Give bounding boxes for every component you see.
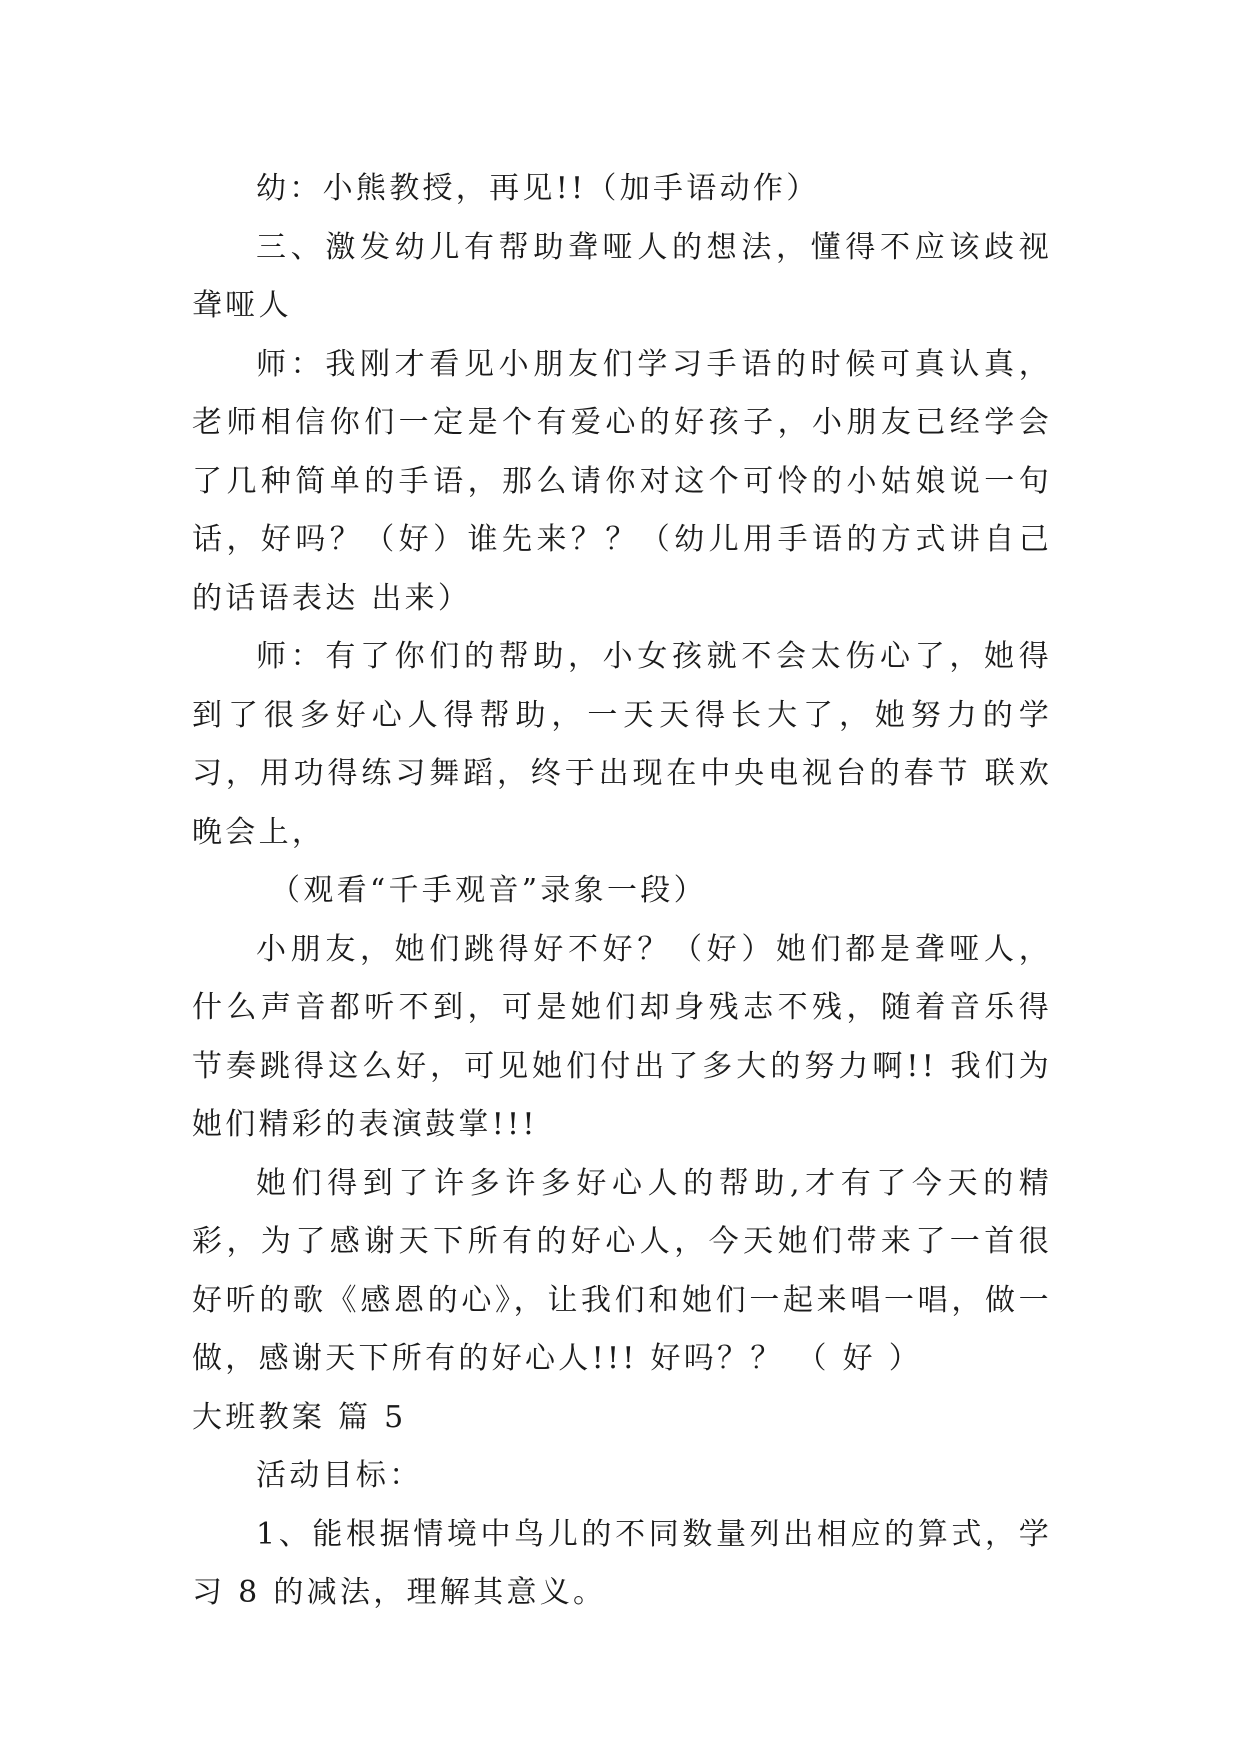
document-body [192, 160, 1052, 1623]
paragraph-grateful-heart: 她们得到了许多许多好心人的帮助,才有了今天的精彩，为了感谢天下所有的好心人，今天她们带来了一首很好听的歌《感恩的心》，让我们和她们一起来唱一唱，做一做，感谢天下所有的好心人!!! 好吗？？ （ 好 ） [192, 1165, 1052, 1376]
paragraph-goal-one: 1、能根据情境中鸟儿的不同数量列出相应的算式，学习 8 的减法，理解其意义。 [192, 1516, 1052, 1610]
paragraph-section-three: 三、激发幼儿有帮助聋哑人的想法，懂得不应该歧视聋哑人 [192, 229, 1052, 323]
paragraph-teacher-sign-language: 师：我刚才看见小朋友们学习手语的时候可真认真，老师相信你们一定是个有爱心的好孩子，小朋友已经学会了几种简单的手语，那么请你对这个可怜的小姑娘说一句话，好吗？（好）谁先来？？（幼儿用手语的方式讲自己的话语表达 出来） [192, 346, 1052, 616]
paragraph-teacher-story: 师：有了你们的帮助，小女孩就不会太伤心了，她得到了很多好心人得帮助，一天天得长大了，她努力的学习，用功得练习舞蹈，终于出现在中央电视台的春节 联欢晚会上， [192, 639, 1052, 850]
paragraph-dance-praise: 小朋友，她们跳得好不好？（好）她们都是聋哑人，什么声音都听不到，可是她们却身残志不残，随着音乐得节奏跳得这么好，可见她们付出了多大的努力啊!! 我们为她们精彩的表演鼓掌!!! [192, 931, 1052, 1142]
paragraph-farewell: 幼：小熊教授，再见!!（加手语动作） [256, 171, 820, 206]
paragraph-video-note: （观看“千手观音”录象一段） [270, 873, 707, 908]
paragraph-goals-label: 活动目标： [256, 1458, 423, 1493]
section-heading: 大班教案 篇 5 [192, 1399, 407, 1435]
